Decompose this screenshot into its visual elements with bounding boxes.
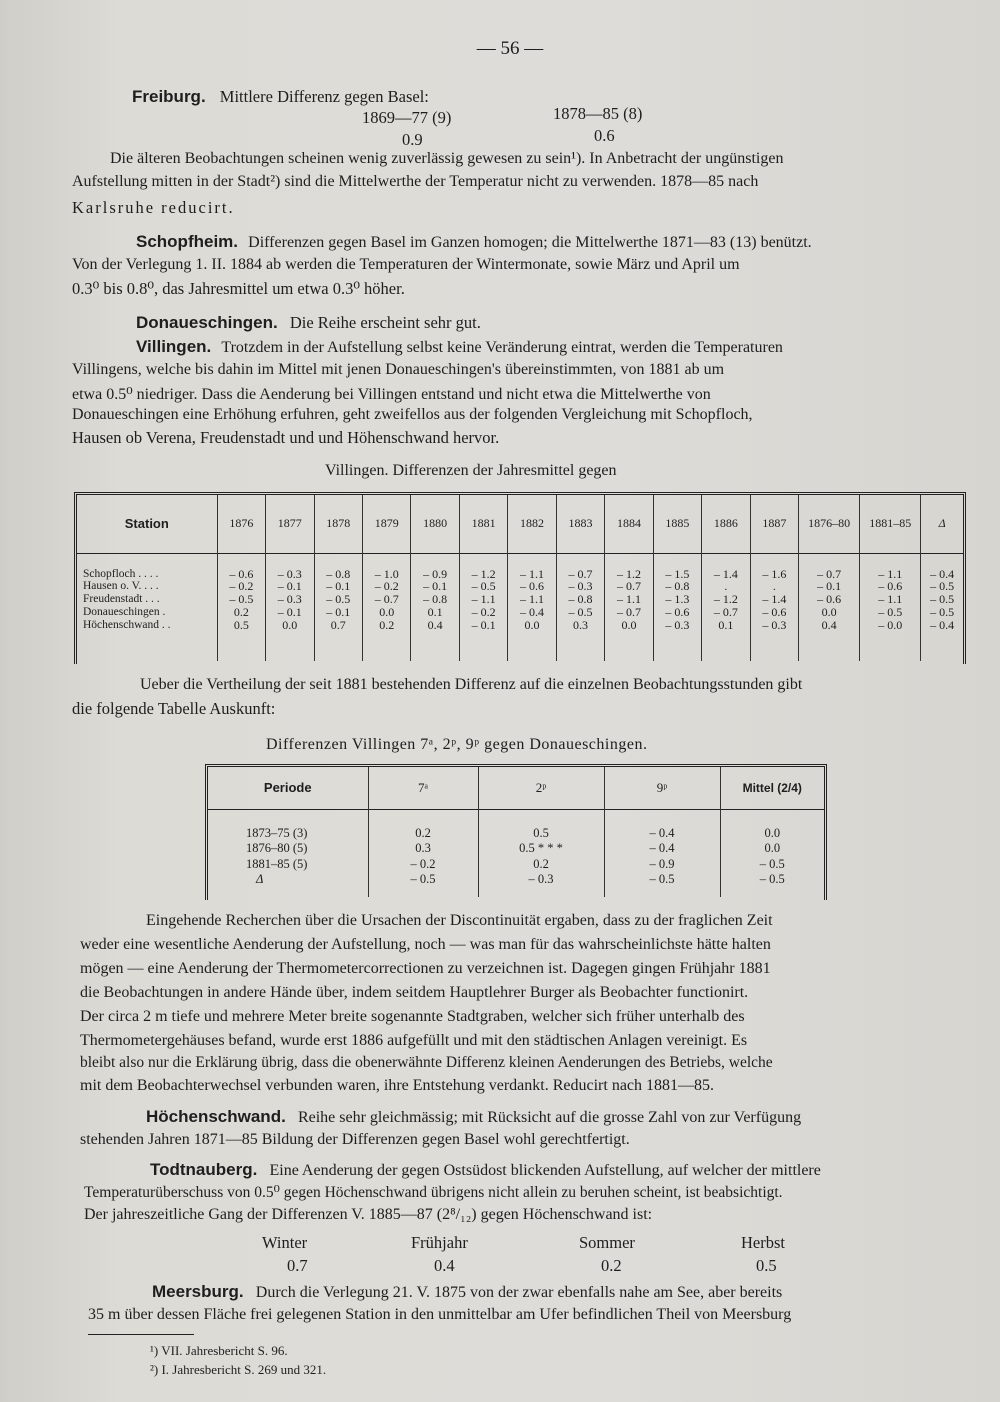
table1-value: – 0.8 xyxy=(326,566,351,581)
table1-header-1882: 1882 xyxy=(508,495,556,553)
table1-value: – 0.3 xyxy=(762,617,787,632)
season-label-herbst: Herbst xyxy=(741,1233,785,1252)
freiburg-text1: Die älteren Beobachtungen scheinen wenig zuverlässig gewesen zu sein¹). In Anbetracht der ungünstigen xyxy=(110,150,784,167)
table1-value: – 0.5 xyxy=(326,592,351,607)
table2-value: – 0.2 xyxy=(410,856,436,871)
donaueschingen-text1: Die Reihe erscheint sehr gut. xyxy=(289,313,481,332)
table1-value: – 0.5 xyxy=(878,604,903,619)
table1-value-cell xyxy=(266,553,314,661)
table1-value: – 0.3 xyxy=(568,579,593,594)
schopfheim-text3: 0.3⁰ bis 0.8⁰, das Jahresmittel um etwa 0.3⁰ höher. xyxy=(72,279,405,298)
table1-body xyxy=(77,553,963,661)
table1-value: – 0.3 xyxy=(665,617,690,632)
table1-value: 0.1 xyxy=(427,604,443,619)
table1-value: 0.0 xyxy=(524,617,540,632)
table1-value: – 0.1 xyxy=(326,579,351,594)
table1-caption: Villingen. Differenzen der Jahresmittel gegen xyxy=(325,462,617,479)
table2-header-mittel: Mittel (2/4) xyxy=(720,767,824,809)
table2-value: 0.3 xyxy=(415,841,431,855)
table1-value: – 0.5 xyxy=(568,604,593,619)
table2-data-row xyxy=(208,809,824,897)
table2-body xyxy=(208,809,824,897)
table1-value: – 1.5 xyxy=(665,566,690,581)
table1-value: – 0.1 xyxy=(471,617,496,632)
hoechenschwand-heading: Höchenschwand. xyxy=(146,1107,286,1126)
table1-value: – 0.6 xyxy=(520,579,545,594)
table1-value-cell xyxy=(314,553,362,661)
table1-header-row xyxy=(77,495,963,553)
recherchen-text4: die Beobachtungen in andere Hände über, indem seitdem Hauptlehrer Burger als Beobachter functionirt. xyxy=(80,984,749,1001)
season-label-winter: Winter xyxy=(262,1233,308,1252)
table2-header-2p: 2ᵖ xyxy=(478,767,604,809)
table1-station-name: Freudenstadt . . . xyxy=(83,593,160,606)
table1-value: – 0.5 xyxy=(471,579,496,594)
meersburg-heading: Meersburg. xyxy=(152,1282,244,1301)
table1-value: 0.2 xyxy=(379,617,395,632)
table1-value: 0.0 xyxy=(282,617,298,632)
table1-value: – 0.4 xyxy=(520,604,545,619)
table1-header-1885: 1885 xyxy=(653,495,701,553)
freiburg-period1: 1869—77 (9) xyxy=(362,108,452,127)
footnote-rule xyxy=(88,1334,194,1335)
table1-header-delta: Δ xyxy=(921,495,963,553)
table2-periode: 1876–80 (5) xyxy=(246,841,308,855)
table1-value-cell xyxy=(508,553,556,661)
table1-value: – 0.7 xyxy=(713,604,738,619)
table2-value: – 0.9 xyxy=(649,856,675,871)
table1-value: 0.1 xyxy=(718,617,734,632)
table1-value-cell xyxy=(799,553,860,661)
recherchen-text5: Der circa 2 m tiefe und mehrere Meter breite sogenannte Stadtgraben, welcher sich früher unterhalb des xyxy=(80,1008,745,1025)
table1-value: . xyxy=(772,579,776,594)
table1-value: – 0.5 xyxy=(930,604,955,619)
table1-value: – 0.8 xyxy=(568,592,593,607)
table1-value: – 0.7 xyxy=(568,566,593,581)
season-value-fruehjahr: 0.4 xyxy=(434,1256,455,1275)
table2-value: 0.0 xyxy=(764,841,781,855)
table1-value-cell xyxy=(556,553,604,661)
page-number: — 56 — xyxy=(476,38,544,59)
table1-header-1884: 1884 xyxy=(605,495,653,553)
table1-header-1876: 1876 xyxy=(217,495,265,553)
table1-header-1881-85: 1881–85 xyxy=(860,495,921,553)
table2-value: – 0.5 xyxy=(759,856,785,871)
table1-header-1876-80: 1876–80 xyxy=(799,495,860,553)
table1-value: – 0.5 xyxy=(229,592,254,607)
table2-periode: 1881–85 (5) xyxy=(246,856,308,871)
table2-value: 0.0 xyxy=(764,825,781,840)
table1-value: 0.7 xyxy=(330,617,346,632)
freiburg-value2: 0.6 xyxy=(594,126,615,145)
hoechenschwand-text2: stehenden Jahren 1871—85 Bildung der Differenzen gegen Basel wohl gerechtfertigt. xyxy=(80,1131,630,1148)
todtnauberg-text3: Der jahreszeitliche Gang der Differenzen V. 1885—87 (2⁸/₁₂) gegen Höchenschwand ist: xyxy=(84,1206,653,1223)
table1-value: – 0.7 xyxy=(374,592,399,607)
season-value-sommer: 0.2 xyxy=(601,1256,622,1275)
recherchen-text3: mögen — eine Aenderung der Thermometercorrectionen zu verzeichnen ist. Dagegen gingen Frühjahr 1881 xyxy=(80,960,771,977)
todtnauberg-text2: Temperaturüberschuss von 0.5⁰ gegen Höchenschwand übrigens nicht allein zu beruhen scheint, ist beabsichtigt. xyxy=(84,1184,783,1201)
table1-value: – 0.9 xyxy=(423,566,448,581)
table1-value: 0.0 xyxy=(821,604,837,619)
table2-value-cell xyxy=(478,809,604,897)
table1-value: – 1.2 xyxy=(713,592,738,607)
table1-station-name: Hausen o. V. . . . xyxy=(83,580,159,593)
footnote-2: ²) I. Jahresbericht S. 269 und 321. xyxy=(150,1362,327,1377)
table1-value-cell xyxy=(362,553,410,661)
table2-value: 0.2 xyxy=(415,825,431,840)
villingen-text4: Donaueschingen eine Erhöhung erfuhren, geht zweifellos aus der folgenden Vergleichung mit Schopfloch, xyxy=(72,406,753,423)
table2-value-cell xyxy=(368,809,478,897)
table2-periode: 1873–75 (3) xyxy=(246,825,308,840)
table1-value: – 1.6 xyxy=(762,566,787,581)
villingen-heading: Villingen. xyxy=(136,337,212,356)
table1-value: – 1.2 xyxy=(616,566,641,581)
table1-station-name: Donaueschingen . xyxy=(83,605,166,618)
table1-header-1887: 1887 xyxy=(750,495,798,553)
table2-value-cell xyxy=(720,809,824,897)
recherchen-text6: Thermometergehäuses befand, wurde erst 1886 aufgefüllt und mit den städtischen Anlagen vereinigt. Es xyxy=(80,1032,748,1049)
freiburg-period2: 1878—85 (8) xyxy=(553,104,643,123)
table1-value: – 0.2 xyxy=(374,579,399,594)
footnote-1: ¹) VII. Jahresbericht S. 96. xyxy=(150,1343,288,1358)
recherchen-text8: mit dem Beobachterwechsel verbunden waren, ihre Entstehung verdankt. Reducirt nach 1881—85. xyxy=(80,1077,715,1094)
table1-value: – 1.1 xyxy=(520,592,545,607)
table1-value-cell xyxy=(702,553,750,661)
table1-value: – 0.8 xyxy=(665,579,690,594)
meersburg-paragraph xyxy=(152,1283,782,1301)
table2 xyxy=(208,767,824,897)
table1-station-cell xyxy=(77,553,217,661)
table2-value: 0.5 * * * xyxy=(519,841,563,855)
table2-value: 0.5 xyxy=(533,825,549,840)
table1-station-name: Schopfloch . . . . xyxy=(83,567,159,580)
table1-value: – 0.5 xyxy=(930,592,955,607)
table1-header-1880: 1880 xyxy=(411,495,459,553)
freiburg-value1: 0.9 xyxy=(402,130,423,149)
table1-value: – 1.1 xyxy=(520,566,545,581)
table1-value: – 0.4 xyxy=(930,566,955,581)
table1-value: 0.5 xyxy=(233,617,249,632)
hoechenschwand-paragraph xyxy=(146,1108,801,1126)
table2-header-7a: 7ᵃ xyxy=(368,767,478,809)
freiburg-text3: Karlsruhe reducirt. xyxy=(72,198,235,217)
table1-header-1877: 1877 xyxy=(266,495,314,553)
table1-header-1879: 1879 xyxy=(362,495,410,553)
table1-value: – 0.6 xyxy=(878,579,903,594)
table1-value: 0.0 xyxy=(379,604,395,619)
table1-value: – 0.3 xyxy=(277,566,302,581)
table1-value: – 0.7 xyxy=(817,566,842,581)
table1-value: – 0.2 xyxy=(471,604,496,619)
table1-value: – 0.6 xyxy=(817,592,842,607)
recherchen-text2: weder eine wesentliche Aenderung der Aufstellung, noch — was man für das wahrscheinlichste hätte halten xyxy=(80,936,771,953)
table1-value: – 1.0 xyxy=(374,566,399,581)
table1-value-cell xyxy=(459,553,507,661)
table1-value: – 1.4 xyxy=(762,592,787,607)
table1-value: – 0.1 xyxy=(423,579,448,594)
todtnauberg-heading: Todtnauberg. xyxy=(150,1160,258,1179)
freiburg-heading: Freiburg. xyxy=(132,87,206,106)
freiburg-text2: Aufstellung mitten in der Stadt²) sind die Mittelwerthe der Temperatur nicht zu verwenden. 1878—85 nach xyxy=(72,173,759,190)
table2-header-periode: Periode xyxy=(263,780,312,796)
table2-value: – 0.3 xyxy=(528,872,554,886)
table1-value: – 0.6 xyxy=(665,604,690,619)
table1-value: – 1.2 xyxy=(471,566,496,581)
table1-value: 0.4 xyxy=(821,617,837,632)
table1-value: – 0.7 xyxy=(616,579,641,594)
villingen-text1: Trotzdem in der Aufstellung selbst keine Veränderung eintrat, werden die Temperaturen xyxy=(221,339,783,356)
table2-header-row xyxy=(208,767,824,809)
todtnauberg-paragraph xyxy=(150,1161,821,1179)
donaueschingen-heading: Donaueschingen. xyxy=(136,313,278,332)
table1-value-cell xyxy=(860,553,921,661)
schopfheim-text1: Differenzen gegen Basel im Ganzen homogen; die Mittelwerthe 1871—83 (13) benützt. xyxy=(248,234,812,251)
table1-value: – 1.1 xyxy=(878,592,903,607)
table1-value: – 1.3 xyxy=(665,592,690,607)
table1-data-row xyxy=(77,553,963,661)
table1-value-cell xyxy=(921,553,963,661)
table1-value-cell xyxy=(217,553,265,661)
table1-value: – 0.6 xyxy=(762,604,787,619)
villingen-text3: etwa 0.5⁰ niedriger. Dass die Aenderung bei Villingen entstand und nicht etwa die Mittelwerthe von xyxy=(72,386,711,403)
villingen-text2: Villingens, welche bis dahin im Mittel mit jenen Donaueschingen's übereinstimmten, von 1881 ab um xyxy=(72,361,725,378)
table1-value: – 0.1 xyxy=(277,579,302,594)
table1-value: 0.0 xyxy=(621,617,637,632)
villingen-paragraph xyxy=(136,338,783,356)
table1-header-1886: 1886 xyxy=(702,495,750,553)
table1-value: – 0.4 xyxy=(930,617,955,632)
table2-value: – 0.5 xyxy=(759,872,785,886)
table1-value: – 0.1 xyxy=(326,604,351,619)
table1-value: – 0.7 xyxy=(616,604,641,619)
table1-value: . xyxy=(724,579,728,594)
season-value-herbst: 0.5 xyxy=(756,1256,777,1275)
freiburg-line1: Mittlere Differenz gegen Basel: xyxy=(219,87,429,106)
hoechenschwand-text1: Reihe sehr gleichmässig; mit Rücksicht auf die grosse Zahl von zur Verfügung xyxy=(297,1109,802,1126)
table2-value: – 0.4 xyxy=(649,841,675,855)
table1-value: – 1.4 xyxy=(713,566,738,581)
table1-header-station: Station xyxy=(124,516,169,532)
table1-value: – 0.2 xyxy=(229,579,254,594)
season-label-fruehjahr: Frühjahr xyxy=(411,1233,468,1252)
table1-value: – 0.5 xyxy=(930,579,955,594)
villingen-text5: Hausen ob Verena, Freudenstadt und und Höhenschwand hervor. xyxy=(72,428,500,447)
table1-value-cell xyxy=(411,553,459,661)
meersburg-text1: Durch die Verlegung 21. V. 1875 von der zwar ebenfalls nahe am See, aber bereits xyxy=(255,1284,783,1301)
table2-caption: Differenzen Villingen 7ᵃ, 2ᵖ, 9ᵖ gegen Donaueschingen. xyxy=(266,736,648,753)
table2-value: – 0.5 xyxy=(649,872,675,886)
table1-header-1881: 1881 xyxy=(459,495,507,553)
intro2-text2: die folgende Tabelle Auskunft: xyxy=(72,699,276,718)
table2-periode-cell xyxy=(208,809,368,897)
freiburg-paragraph xyxy=(132,88,429,106)
table2-value: – 0.4 xyxy=(649,825,675,840)
table2-header-9p: 9ᵖ xyxy=(604,767,720,809)
table1-value: – 1.1 xyxy=(878,566,903,581)
intro2-text1: Ueber die Vertheilung der seit 1881 bestehenden Differenz auf die einzelnen Beobachtungsstunden gibt xyxy=(140,676,803,693)
table2-periode: Δ xyxy=(256,872,264,886)
todtnauberg-text1: Eine Aenderung der gegen Ostsüdost blickenden Aufstellung, auf welcher der mittlere xyxy=(269,1162,821,1179)
table1-header-1878: 1878 xyxy=(314,495,362,553)
recherchen-text7: bleibt also nur die Erklärung übrig, dass die obenerwähnte Differenz kleinen Aenderungen des Betriebs, welche xyxy=(80,1054,773,1071)
table1-value-cell xyxy=(653,553,701,661)
table1-value: – 0.6 xyxy=(229,566,254,581)
table1-value: – 1.1 xyxy=(471,592,496,607)
schopfheim-paragraph xyxy=(136,233,812,251)
table1-value: 0.2 xyxy=(233,604,249,619)
season-label-sommer: Sommer xyxy=(579,1233,635,1252)
table1-value: – 1.1 xyxy=(616,592,641,607)
table1-header-1883: 1883 xyxy=(556,495,604,553)
donaueschingen-paragraph xyxy=(136,314,481,332)
table2-value-cell xyxy=(604,809,720,897)
table2-value: 0.2 xyxy=(533,856,549,871)
table1-value: – 0.3 xyxy=(277,592,302,607)
schopfheim-text2: Von der Verlegung 1. II. 1884 ab werden die Temperaturen der Wintermonate, sowie März und April um xyxy=(72,256,740,273)
table1-station-name: Höchenschwand . . xyxy=(83,618,171,631)
table1 xyxy=(77,495,963,661)
recherchen-text1: Eingehende Recherchen über die Ursachen der Discontinuität ergaben, dass zu der fraglichen Zeit xyxy=(146,912,773,929)
table1-value: – 0.1 xyxy=(277,604,302,619)
table1-value: 0.3 xyxy=(573,617,588,632)
meersburg-text2: 35 m über dessen Fläche frei gelegenen Station in den unmittelbar am Ufer befindlichen Theil von Meersburg xyxy=(88,1306,792,1323)
table1-value: 0.4 xyxy=(427,617,443,632)
table1-value: – 0.1 xyxy=(817,579,842,594)
season-value-winter: 0.7 xyxy=(287,1256,308,1275)
table1-value-cell xyxy=(605,553,653,661)
table2-value: – 0.5 xyxy=(410,872,436,886)
table1-value: – 0.8 xyxy=(423,592,448,607)
table1-value-cell xyxy=(750,553,798,661)
table1-value: – 0.0 xyxy=(878,617,903,632)
schopfheim-heading: Schopfheim. xyxy=(136,232,239,251)
